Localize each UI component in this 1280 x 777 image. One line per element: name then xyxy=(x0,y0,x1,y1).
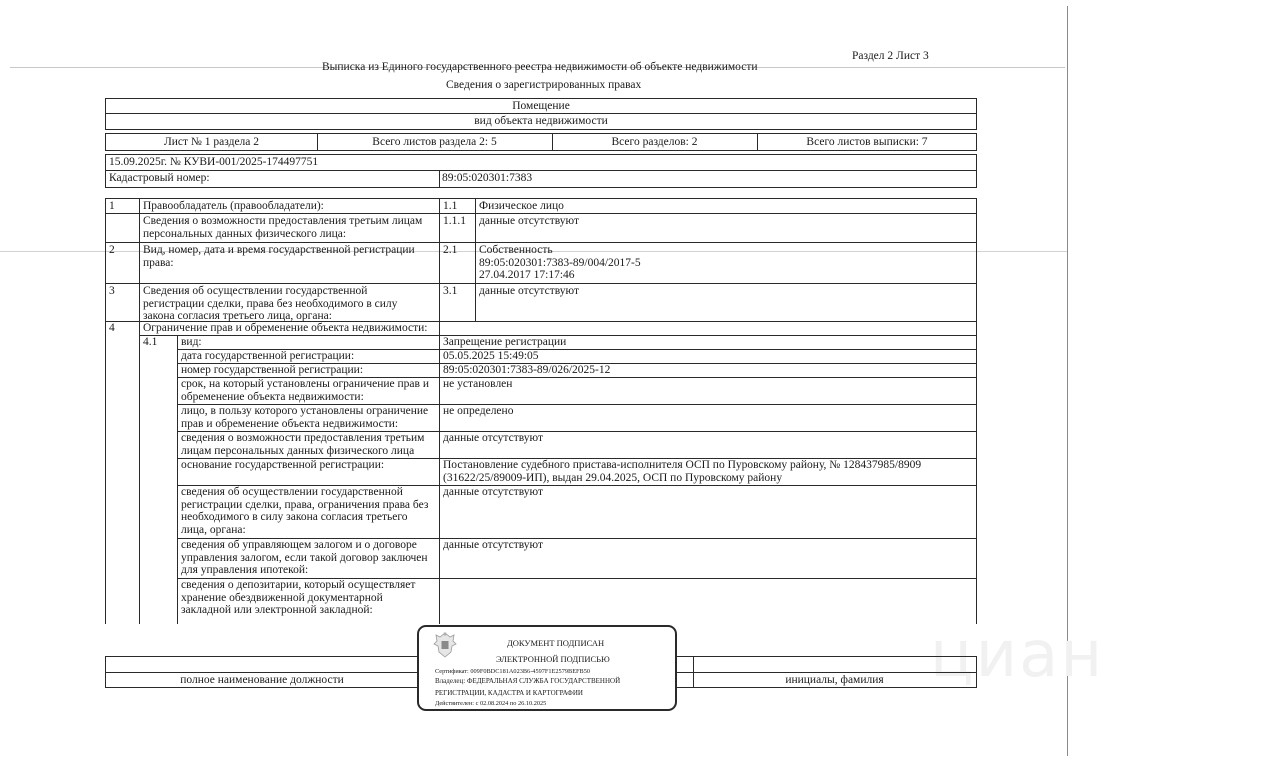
encumbrance-field-label: срок, на который установлены ограничение прав и xyxy=(181,378,429,390)
encumbrance-field-value: данные отсутствуют xyxy=(443,486,543,498)
encumbrance-field-label: необходимого в силу закона согласия третьего xyxy=(181,511,408,523)
encumbrance-field-value: данные отсутствуют xyxy=(443,539,543,551)
encumbrance-field-label: основание государственной регистрации: xyxy=(181,459,385,471)
total-section-sheets: Всего листов раздела 2: 5 xyxy=(372,136,497,148)
row-1-1-1-subnumber: 1.1.1 xyxy=(443,215,466,227)
stamp-line-2: ЭЛЕКТРОННОЙ ПОДПИСЬЮ xyxy=(496,654,610,664)
encumbrance-field-label: лицо, в пользу которого установлены ограничение xyxy=(181,405,429,417)
encumbrance-field-label: сведения о возможности предоставления третьим xyxy=(181,432,425,444)
rights-table xyxy=(105,198,977,624)
document-subtitle: Сведения о зарегистрированных правах xyxy=(446,79,642,91)
object-type-value: Помещение xyxy=(512,100,570,112)
row-3-value: данные отсутствуют xyxy=(479,285,579,297)
row-3-label-line: закона согласия третьего лица, органа: xyxy=(143,310,332,322)
watermark: циан xyxy=(930,618,1105,692)
encumbrance-field-value: 05.05.2025 15:49:05 xyxy=(443,350,539,362)
sheet-info-box xyxy=(105,133,977,151)
row-2-value-line: 27.04.2017 17:17:46 xyxy=(479,269,575,281)
encumbrance-field-label: для управления ипотекой: xyxy=(181,564,309,576)
stamp-owner-line-1: Владелец: ФЕДЕРАЛЬНАЯ СЛУЖБА ГОСУДАРСТВЕННОЙ xyxy=(435,677,621,685)
row-3-label-line: Сведения об осуществлении государственной xyxy=(143,285,368,297)
object-type-box xyxy=(105,98,977,130)
encumbrance-field-label: дата государственной регистрации: xyxy=(181,350,355,362)
row-3-number: 3 xyxy=(109,285,115,297)
stamp-line-1: ДОКУМЕНТ ПОДПИСАН xyxy=(507,638,605,648)
row-4-number: 4 xyxy=(109,322,115,334)
name-caption: инициалы, фамилия xyxy=(785,674,884,686)
encumbrance-field-value: (31622/25/89009-ИП), выдан 29.04.2025, ОСП по Пуровскому району xyxy=(443,471,783,484)
encumbrance-field-value: Постановление судебного пристава-исполнителя ОСП по Пуровскому району, № 128437985/8909 xyxy=(443,459,922,471)
document-title: Выписка из Единого государственного реестра недвижимости об объекте недвижимости xyxy=(322,61,758,73)
electronic-signature-stamp xyxy=(417,625,677,711)
row-2-number: 2 xyxy=(109,244,115,256)
encumbrance-field-value: Запрещение регистрации xyxy=(443,336,567,348)
encumbrance-field-value: данные отсутствуют xyxy=(443,432,543,444)
row-3-label-line: регистрации сделки, права без необходимого в силу xyxy=(143,297,398,310)
row-3-subnumber: 3.1 xyxy=(443,285,458,297)
stamp-certificate: Сертификат: 009F0BDC181A023B6-4597F1E2579BEFB50 xyxy=(435,668,591,675)
encumbrance-field-label: управления залогом, если такой договор заключен xyxy=(181,551,428,564)
encumbrance-field-label: сведения о депозитарии, который осуществляет xyxy=(181,579,416,591)
row-2-label-line: Вид, номер, дата и время государственной регистрации xyxy=(143,244,415,256)
sheet-of-section: Лист № 1 раздела 2 xyxy=(163,136,260,148)
encumbrance-field-label: сведения об управляющем залогом и о договоре xyxy=(181,539,417,551)
sheet-label: Раздел 2 Лист 3 xyxy=(852,50,929,62)
encumbrance-field-label: вид: xyxy=(181,336,202,348)
encumbrance-field-label: хранение обездвиженной документарной xyxy=(181,591,383,604)
stamp-validity: Действителен: с 02.08.2024 по 26.10.2025 xyxy=(435,700,547,707)
encumbrance-field-label: прав и обременение объекта недвижимости: xyxy=(181,417,399,430)
row-1-subnumber: 1.1 xyxy=(443,200,458,212)
position-caption: полное наименование должности xyxy=(180,674,344,686)
request-info-box xyxy=(105,154,977,188)
encumbrance-field-label: обременение объекта недвижимости: xyxy=(181,390,364,403)
row-2-label-line: права: xyxy=(143,256,174,269)
encumbrance-field-label: лица, органа: xyxy=(181,523,246,536)
encumbrance-field-label: сведения об осуществлении государственной xyxy=(181,486,403,498)
encumbrance-field-label: закладной или электронной закладной: xyxy=(181,604,373,616)
row-2-subnumber: 2.1 xyxy=(443,244,458,256)
request-date-number: 15.09.2025г. № КУВИ-001/2025-174497751 xyxy=(109,156,319,168)
row-4-1-subnumber: 4.1 xyxy=(143,336,158,348)
row-1-value: Физическое лицо xyxy=(479,200,564,212)
encumbrance-field-label: номер государственной регистрации: xyxy=(181,364,364,376)
row-2-value-line: Собственность xyxy=(479,244,553,256)
row-1-1-1-label-line: Сведения о возможности предоставления третьим лицам xyxy=(143,215,423,227)
row-1-1-1-value: данные отсутствуют xyxy=(479,215,579,227)
row-1-1-1-label-line: персональных данных физического лица: xyxy=(143,227,347,240)
cadastral-label: Кадастровый номер: xyxy=(109,172,210,184)
encumbrance-field-value: не определено xyxy=(443,405,514,417)
row-1-label: Правообладатель (правообладатели): xyxy=(143,200,324,212)
cadastral-number: 89:05:020301:7383 xyxy=(442,172,533,184)
encumbrance-field-label: регистрации сделки, права, ограничения права без xyxy=(181,498,429,511)
encumbrance-field-value: не установлен xyxy=(443,378,513,390)
object-type-caption: вид объекта недвижимости xyxy=(474,115,608,127)
total-sections: Всего разделов: 2 xyxy=(611,136,698,148)
row-4-label: Ограничение прав и обременение объекта недвижимости: xyxy=(143,322,428,334)
row-1-number: 1 xyxy=(109,200,115,212)
encumbrance-field-label: лицам персональных данных физического лица xyxy=(181,444,415,457)
stamp-owner-line-2: РЕГИСТРАЦИИ, КАДАСТРА И КАРТОГРАФИИ xyxy=(435,689,583,697)
total-extract-sheets: Всего листов выписки: 7 xyxy=(806,136,928,148)
encumbrance-field-value: 89:05:020301:7383-89/026/2025-12 xyxy=(443,364,611,376)
row-2-value-line: 89:05:020301:7383-89/004/2017-5 xyxy=(479,256,641,269)
coat-of-arms-icon xyxy=(431,630,459,660)
